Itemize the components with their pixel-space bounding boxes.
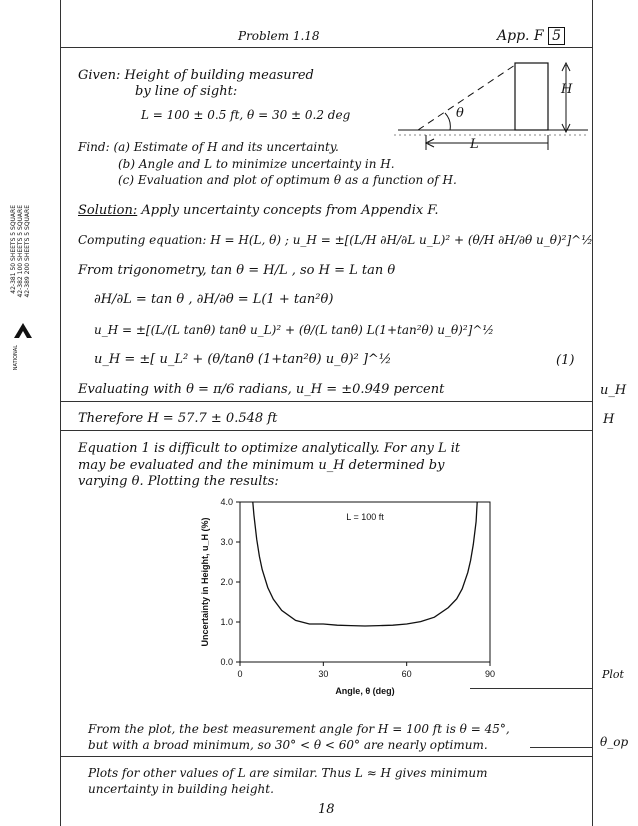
given-text-1: Height of building measured [124,68,314,83]
appendix-label [497,28,565,44]
x-axis-label: Angle, θ (deg) [335,686,395,696]
binder-brand: NATIONAL [13,345,19,371]
sketch-theta-label: θ [456,106,464,121]
paragraph-line-1: Equation 1 is difficult to optimize analytically. For any L it [78,441,461,456]
given-values: L = 100 ± 0.5 ft, θ = 30 ± 0.2 deg [141,108,351,122]
find-c: (c) Evaluation and plot of optimum θ as a function of H. [118,173,457,187]
header-rule [60,47,593,48]
rule-after-conclusion [60,756,593,757]
margin-note-plot: Plot [602,668,624,681]
find-a: (a) Estimate of H and its uncertainty. [113,140,339,154]
binder-line-1: 42-381 50 SHEETS 5 SQUARE [10,205,17,294]
y-tick-label: 3.0 [220,537,233,547]
partial-derivatives: ∂H/∂L = tan θ , ∂H/∂θ = L(1 + tan²θ) [94,292,334,307]
x-tick-label: 60 [401,669,412,679]
opt-arrow [530,747,592,748]
y-axis-label: Uncertainty in Height, u_H (%) [200,517,210,647]
margin-note-opt: θ_op [600,735,629,749]
national-logo-icon [12,320,34,342]
find-b: (b) Angle and L to minimize uncertainty in H. [118,157,395,171]
conclusion-line-1: From the plot, the best measurement angle for H = 100 ft is θ = 45°, [88,722,510,736]
appendix-number: 5 [548,27,565,45]
computing-equation: Computing equation: H = H(L, θ) ; u_H = ±[(L/H ∂H/∂L u_L)² + (θ/H ∂H/∂θ u_θ)²]^½ [78,233,593,247]
uncertainty-simplified: u_H = ±[ u_L² + (θ/tanθ (1+tan²θ) u_θ)² ]^½ [94,352,392,367]
solution-label: Solution: [78,203,138,218]
binder-line-2: 42-382 100 SHEETS 5 SQUARE [17,205,24,298]
conclusion-line-2: but with a broad minimum, so 30° < θ < 60° are nearly optimum. [88,738,488,752]
y-tick-label: 2.0 [220,577,233,587]
given-block [78,68,314,83]
uncertainty-chart [190,492,530,727]
solution-text: Apply uncertainty concepts from Appendix F. [141,203,439,218]
building-sketch [388,55,593,155]
y-tick-label: 4.0 [220,497,233,507]
x-tick-label: 0 [237,669,243,679]
solution-line [78,203,438,218]
result-line: Therefore H = 57.7 ± 0.548 ft [78,411,278,426]
paragraph-line-3: varying θ. Plotting the results: [78,474,279,489]
find-label: Find: [78,140,110,154]
uncertainty-expanded: u_H = ±[(L/(L tanθ) tanθ u_L)² + (θ/(L tanθ) L(1+tan²θ) u_θ)²]^½ [94,323,495,337]
chart-annotation: L = 100 ft [346,512,384,522]
conclusion-line-4: uncertainty in building height. [88,782,274,796]
rule-after-evaluation [60,401,593,402]
equation-number: (1) [556,353,575,368]
find-block-a [78,140,339,154]
rule-after-result [60,430,593,431]
given-label: Given: [78,68,121,83]
appendix-name: App. F [497,28,544,44]
y-tick-label: 0.0 [220,657,233,667]
margin-note-uh: u_H [600,383,627,398]
sketch-l-label: L [470,137,479,152]
left-margin-rule [60,0,61,826]
y-tick-label: 1.0 [220,617,233,627]
paragraph-line-2: may be evaluated and the minimum u_H determined by [78,458,445,473]
conclusion-line-3: Plots for other values of L are similar. Thus L ≈ H gives minimum [88,766,488,780]
sketch-h-label: H [561,82,573,97]
page-number: 18 [318,802,335,817]
problem-title: Problem 1.18 [238,29,320,43]
evaluation-line: Evaluating with θ = π/6 radians, u_H = ±0.949 percent [78,382,445,397]
trig-relation: From trigonometry, tan θ = H/L , so H = L tan θ [78,263,396,278]
plot-frame [240,502,490,662]
given-text-2: by line of sight: [135,84,238,99]
binder-line-3: 42-389 200 SHEETS 5 SQUARE [24,205,31,298]
x-tick-label: 30 [318,669,329,679]
margin-note-h: H [603,412,615,427]
x-tick-label: 90 [484,669,496,679]
